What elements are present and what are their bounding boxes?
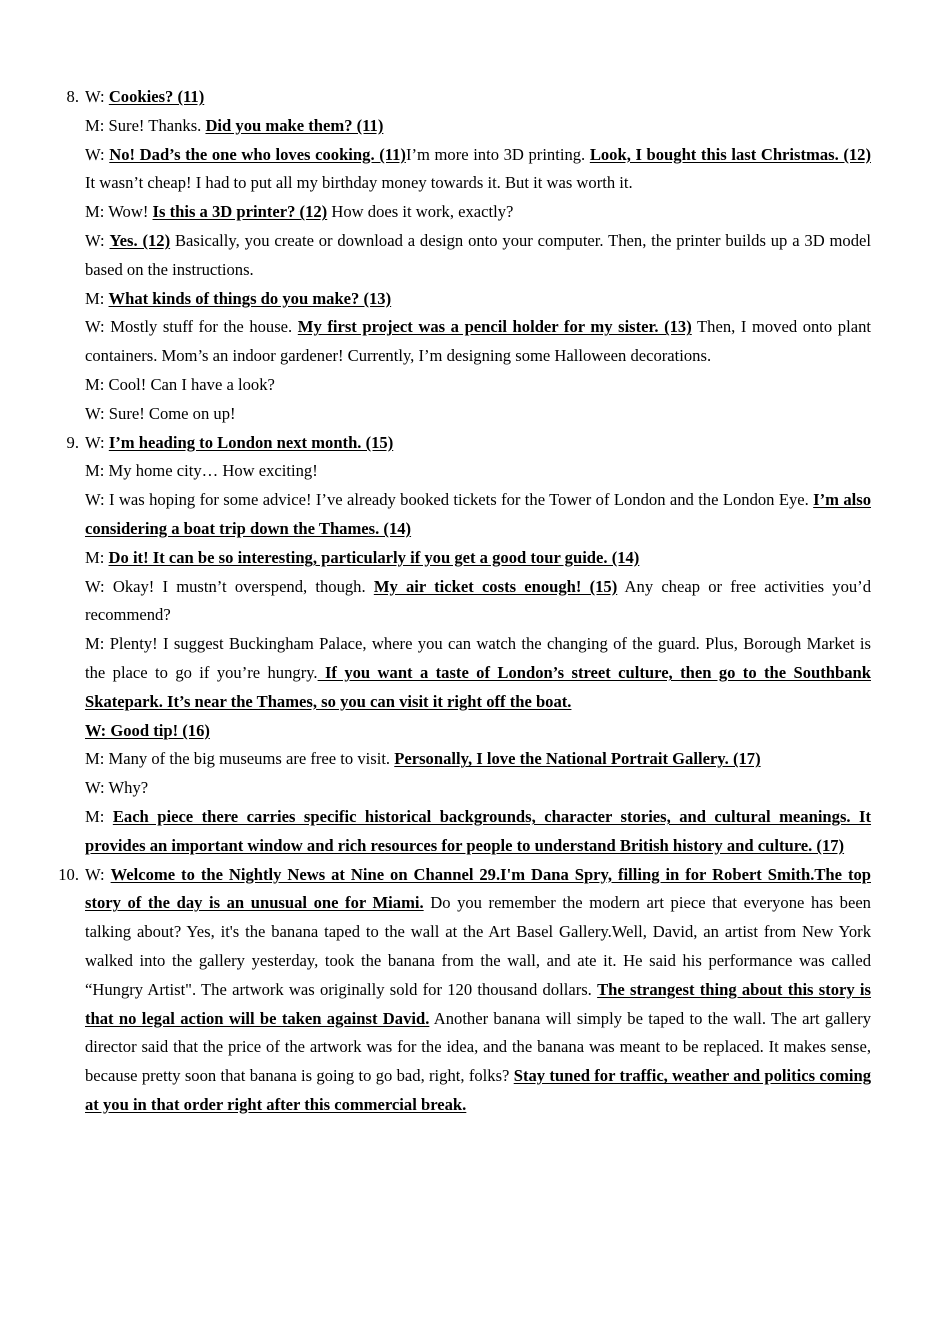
answer-highlight: Is this a 3D printer? (12) xyxy=(152,202,328,222)
question-item xyxy=(37,429,871,861)
dialogue-text: M: Plenty! I suggest Buckingham Palace, where you can watch the changing of the guard. Plus, Borough Market is the place to go if you’re hungry. xyxy=(85,634,871,682)
dialogue-text: Then, I moved onto plant containers. Mom’s an indoor gardener! Currently, I’m designing some Halloween decorations. xyxy=(85,317,871,366)
dialogue-text: W: Sure! Come on up! xyxy=(85,403,236,423)
dialogue-line xyxy=(85,457,871,486)
question-item xyxy=(37,83,871,429)
dialogue-line xyxy=(85,861,871,1120)
answer-highlight: Do it! It can be so interesting, particularly if you get a good tour guide. (14) xyxy=(108,547,640,567)
transcript-document xyxy=(37,83,871,1120)
dialogue-text: W: xyxy=(85,864,111,884)
dialogue-text: M: xyxy=(85,806,113,826)
question-item xyxy=(37,861,871,1120)
dialogue-text: W: xyxy=(85,230,110,250)
dialogue-text: Another banana will simply be taped to the wall. The art gallery director said that the price of the artwork was for the idea, and the banana was meant to be replaced. It makes sense, because pretty soon that banana is going to go bad, right, folks? xyxy=(85,1008,871,1086)
dialogue-text: Do you remember the modern art piece that everyone has been talking about? Yes, it's the banana taped to the wall at the Art Basel Gallery.Well, David, an artist from New York walked into the gallery yesterday, took the banana from the wall, and ate it. He said his performance was called “Hungry Artist". The artwork was originally sold for 120 thousand dollars. xyxy=(85,893,871,999)
answer-highlight: Welcome to the Nightly News at Nine on Channel 29.I'm Dana Spry, filling in for Robert Smith.The top story of the day is an unusual one for Miami. xyxy=(85,864,871,913)
dialogue-text: W: I was hoping for some advice! I’ve already booked tickets for the Tower of London and the London Eye. xyxy=(85,490,814,510)
dialogue-text: W: Why? xyxy=(85,778,149,798)
dialogue-line xyxy=(85,285,871,314)
answer-highlight: My first project was a pencil holder for my sister. (13) xyxy=(297,317,692,337)
dialogue-line xyxy=(85,83,871,112)
dialogue-line xyxy=(85,400,871,429)
question-number: 8. xyxy=(66,87,79,106)
question-number: 10. xyxy=(58,864,79,884)
answer-highlight: I’m heading to London next month. (15) xyxy=(108,432,394,452)
dialogue-line xyxy=(85,429,871,458)
dialogue-text: W: Mostly stuff for the house. xyxy=(85,317,298,337)
dialogue-line xyxy=(85,544,871,573)
dialogue-text: W: xyxy=(85,144,110,164)
dialogue-text: M: xyxy=(85,547,109,567)
answer-highlight: The strangest thing about this story is that no legal action will be taken against David. xyxy=(85,979,872,1028)
answer-highlight: No! Dad’s the one who loves cooking. (11) xyxy=(109,144,406,164)
answer-highlight: Yes. (12) xyxy=(109,230,171,250)
dialogue-text: W: xyxy=(85,432,109,452)
dialogue-line xyxy=(85,774,871,803)
answer-highlight: What kinds of things do you make? (13) xyxy=(108,288,392,308)
answer-highlight: W: Good tip! (16) xyxy=(85,720,210,740)
dialogue-line xyxy=(85,313,871,371)
dialogue-text: M: xyxy=(85,288,109,308)
dialogue-text: It wasn’t cheap! I had to put all my birthday money towards it. But it was worth it. xyxy=(85,173,633,193)
answer-highlight: Cookies? (11) xyxy=(108,87,205,106)
dialogue-text: Basically, you create or download a design onto your computer. Then, the printer builds up a 3D model based on the instructions. xyxy=(85,230,871,279)
dialogue-text: Any cheap or free activities you’d recommend? xyxy=(85,576,871,625)
answer-highlight: Each piece there carries specific historical backgrounds, character stories, and cultural meanings. It provides an important window and rich resources for people to understand British history and culture. (17) xyxy=(85,806,872,855)
dialogue-text: W: xyxy=(85,87,109,106)
dialogue-line xyxy=(85,803,871,861)
answer-highlight: My air ticket costs enough! (15) xyxy=(373,576,618,596)
dialogue-line xyxy=(85,227,871,285)
dialogue-line xyxy=(85,573,871,631)
dialogue-line xyxy=(85,371,871,400)
answer-highlight: Stay tuned for traffic, weather and politics coming at you in that order right after this commercial break. xyxy=(85,1066,871,1114)
answer-highlight: If you want a taste of London’s street culture, then go to the Southbank Skatepark. It’s near the Thames, so you can visit it right off the boat. xyxy=(85,662,871,711)
answer-highlight: I’m also considering a boat trip down the Thames. (14) xyxy=(85,490,871,538)
dialogue-line xyxy=(85,745,871,774)
question-number: 9. xyxy=(66,432,79,452)
dialogue-text: How does it work, exactly? xyxy=(327,202,514,222)
answer-highlight: Look, I bought this last Christmas. (12) xyxy=(589,144,871,164)
answer-highlight: Personally, I love the National Portrait Gallery. (17) xyxy=(394,749,761,769)
dialogue-line xyxy=(85,717,871,746)
dialogue-text: M: Wow! xyxy=(85,202,153,222)
dialogue-text: M: Cool! Can I have a look? xyxy=(85,374,275,394)
dialogue-text: M: Sure! Thanks. xyxy=(85,115,206,135)
dialogue-text: M: Many of the big museums are free to visit. xyxy=(85,749,395,769)
answer-highlight: Did you make them? (11) xyxy=(205,115,384,135)
dialogue-line xyxy=(85,112,871,141)
dialogue-line xyxy=(85,198,871,227)
dialogue-text: M: My home city… How exciting! xyxy=(85,461,318,481)
dialogue-line xyxy=(85,486,871,544)
dialogue-line xyxy=(85,141,871,199)
dialogue-line xyxy=(85,630,871,716)
dialogue-text: W: Okay! I mustn’t overspend, though. xyxy=(85,576,374,596)
dialogue-text: I’m more into 3D printing. xyxy=(405,144,590,164)
